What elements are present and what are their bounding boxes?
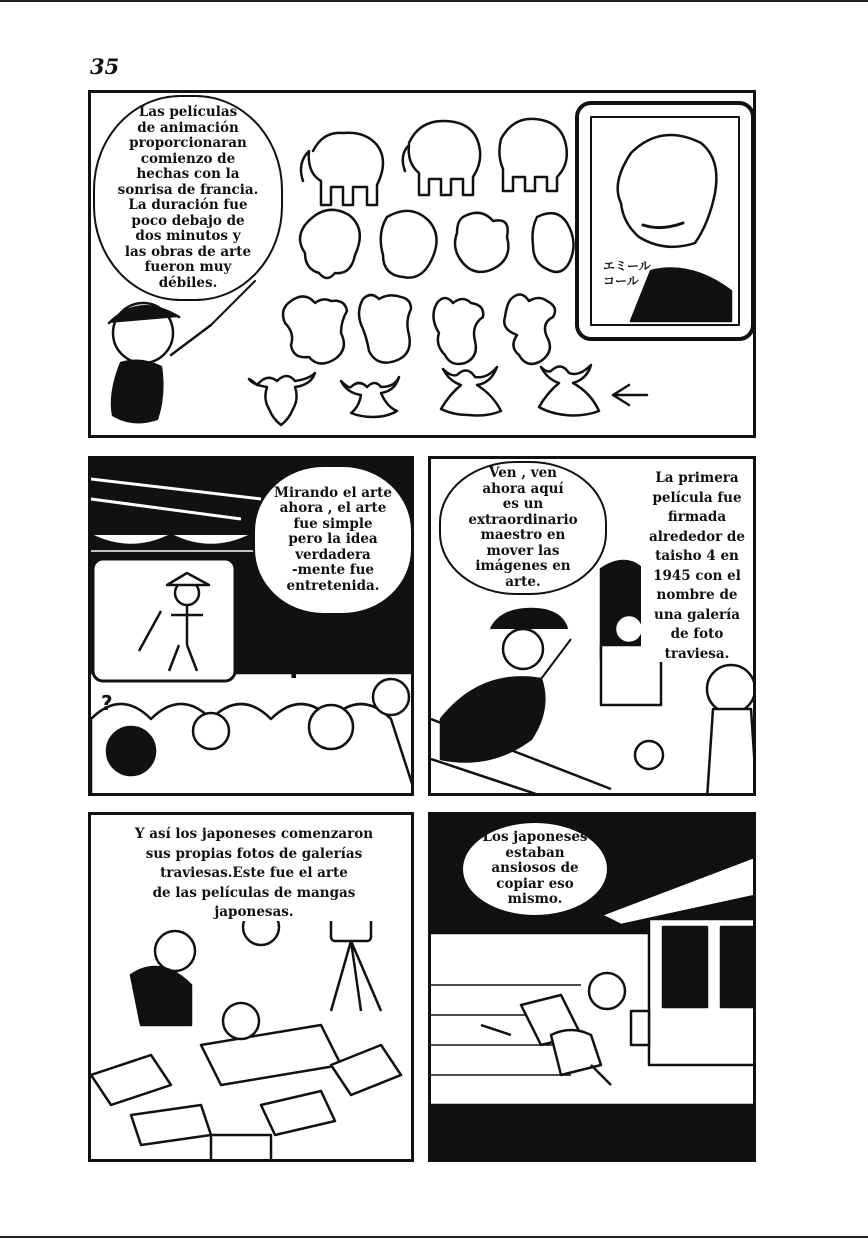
morph-blob-2 [381, 211, 437, 278]
morph-blob-6 [359, 295, 411, 363]
bottom-border-line [0, 1236, 868, 1238]
elephant-drawing-1 [301, 133, 383, 205]
dancer-figure-1 [249, 373, 315, 425]
dancer-figure-2 [341, 377, 399, 417]
question-mark-icon: ? [101, 691, 113, 715]
morph-blob-1 [300, 210, 360, 278]
dancer-figure-4 [539, 365, 599, 416]
panel-2-theater-audience [88, 456, 414, 796]
question-mark-icon: ? [317, 629, 330, 654]
speech-text-copy: Los japoneses estaban ansiosos de copiar eso mismo. [482, 829, 588, 908]
portrait-name-label: エミール コール [603, 259, 651, 288]
morph-blob-4 [533, 213, 574, 272]
panel-4-japanese-animators [88, 812, 414, 1162]
elephant-drawing-3 [499, 119, 566, 191]
caption-japanese-films [111, 823, 397, 921]
caption-first-film [641, 467, 753, 662]
speech-text-showman: Ven , ven ahora aquí es un extraordinario maestro en mover las imágenes en arte. [468, 465, 578, 590]
morph-blob-3 [455, 213, 508, 272]
caption-text-japanese-films: Y así los japoneses comenzaron sus propias fotos de galerías traviesas.Este fue el arte de las películas de mangas japonesas. [134, 826, 374, 920]
arrow-left-icon [613, 385, 647, 405]
speech-bubble-copy [461, 821, 609, 917]
speech-bubble-showman [439, 461, 607, 595]
page-number: 35 [90, 54, 120, 79]
dancer-figure-3 [441, 367, 501, 416]
panel-1-animation-history [88, 90, 756, 438]
elephant-drawing-2 [403, 121, 480, 195]
question-mark-icon: ? [287, 655, 303, 685]
speech-text-animation-intro: Las películas de animación proporcionaran comienzo de hechas con la sonrisa de francia. La duración fue poco debajo de dos minutos y las obras de arte fueron muy débiles. [117, 104, 259, 291]
top-border-line [0, 0, 868, 2]
caption-text-first-film: La primera película fue firmada alrededor de taisho 4 en 1945 con el nombre de una galería de foto traviesa. [649, 470, 745, 662]
speech-bubble-animation-intro [93, 95, 283, 301]
morph-blob-5 [283, 296, 347, 363]
speech-text-simple-art: Mirando el arte ahora , el arte fue simple pero la idea verdadera -mente fue entretenida. [274, 484, 392, 594]
speech-bubble-simple-art [253, 465, 413, 615]
panel-5-running-man [428, 812, 756, 1162]
morph-blob-8 [504, 294, 555, 363]
panel-3-showman [428, 456, 756, 796]
morph-blob-7 [433, 298, 483, 364]
